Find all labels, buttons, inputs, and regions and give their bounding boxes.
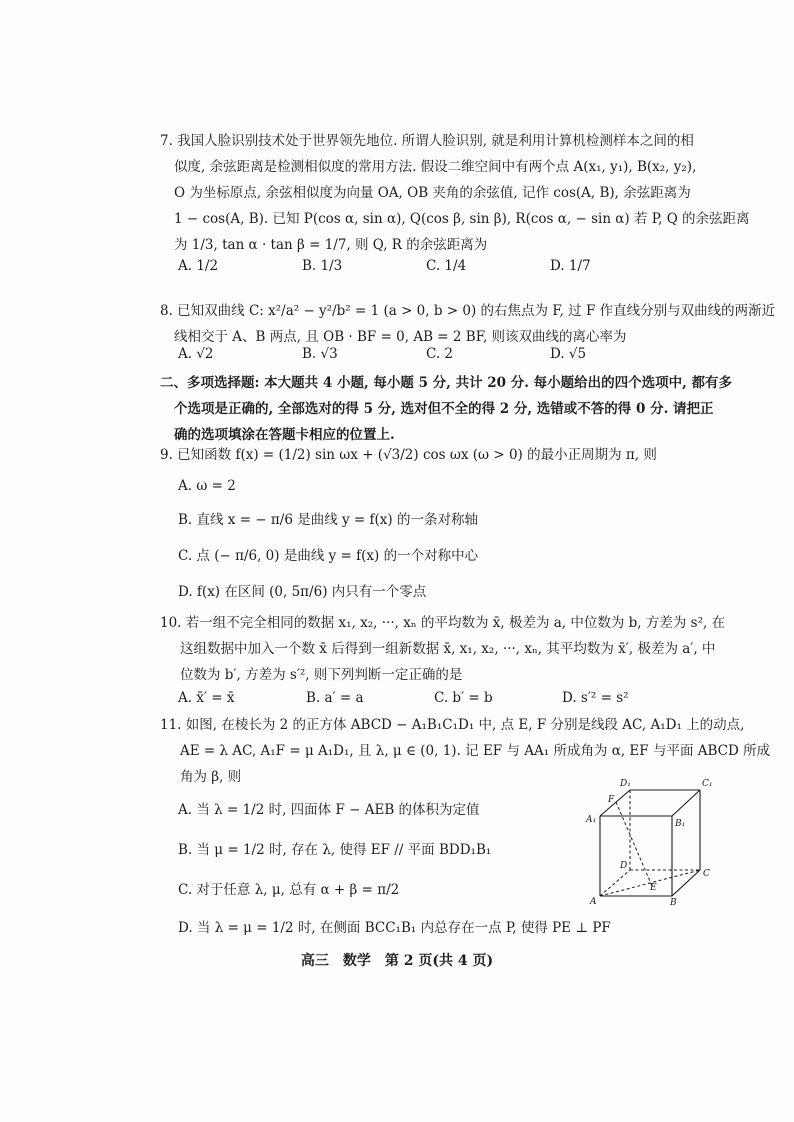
option-c: C. 2 (426, 346, 454, 362)
question-11-option-a: A. 当 λ = 1/2 时, 四面体 F − AEB 的体积为定值 (178, 802, 480, 818)
page-footer: 高三 数学 第 2 页(共 4 页) (300, 953, 494, 969)
question-10-line: 这组数据中加入一个数 x̄ 后得到一组新数据 x̄, x₁, x₂, ···, xₙ, 其平均数为 x̄′, 极差为 a′, 中 (180, 641, 716, 657)
label-d1: D₁ (620, 779, 631, 789)
section-2-line: 个选项是正确的, 全部选对的得 5 分, 选对但不全的得 2 分, 选错或不答的得 0 分. 请把正 (174, 401, 714, 417)
hidden-edge-ad (600, 870, 630, 896)
option-a: A. √2 (178, 346, 214, 362)
option-a: A. 1/2 (178, 258, 219, 274)
question-9-option-c: C. 点 (− π/6, 0) 是曲线 y = f(x) 的一个对称中心 (178, 548, 479, 564)
label-c: C (703, 869, 710, 879)
question-11-line: 角为 β, 则 (180, 769, 242, 785)
label-b: B (670, 898, 677, 906)
cube-figure (582, 776, 722, 906)
question-11-option-c: C. 对于任意 λ, μ, 总有 α + β = π/2 (178, 882, 400, 898)
question-8-options (178, 346, 738, 372)
question-7-line: 7. 我国人脸识别技术处于世界领先地位. 所谓人脸识别, 就是利用计算机检测样本之间的相 (160, 133, 694, 149)
question-11-option-d: D. 当 λ = μ = 1/2 时, 在侧面 BCC₁B₁ 内总存在一点 P, 使得 PE ⊥ PF (178, 920, 611, 936)
question-11-line: AE = λ AC, A₁F = μ A₁D₁, 且 λ, μ ∈ (0, 1). 记 EF 与 AA₁ 所成角为 α, EF 与平面 ABCD 所成 (180, 743, 771, 759)
question-11-line: 11. 如图, 在棱长为 2 的正方体 ABCD − A₁B₁C₁D₁ 中, 点 E, F 分别是线段 AC, A₁D₁ 上的动点, (160, 717, 745, 733)
option-d: D. √5 (550, 346, 587, 362)
option-c: C. b′ = b (434, 690, 493, 706)
section-2-line: 确的选项填涂在答题卡相应的位置上. (174, 427, 395, 443)
option-b: B. √3 (302, 346, 338, 362)
question-9 (160, 442, 720, 468)
question-7-line: 为 1/3, tan α · tan β = 1/7, 则 Q, R 的余弦距离为 (174, 237, 488, 253)
label-d: D (620, 861, 628, 871)
label-c1: C₁ (702, 779, 713, 789)
edge-b1c1 (672, 790, 700, 816)
question-7-line: 1 − cos(A, B). 已知 P(cos α, sin α), Q(cos β, sin β), R(cos α, − sin α) 若 P, Q 的余弦距离 (174, 211, 750, 227)
question-8-line: 线相交于 A、B 两点, 且 OB · BF = 0, AB = 2 BF, 则该双曲线的离心率为 (174, 329, 627, 345)
question-8 (160, 298, 776, 350)
edge-a1d1 (600, 790, 630, 816)
question-7 (160, 128, 750, 258)
label-a: A (590, 897, 597, 906)
question-9-stem: 9. 已知函数 f(x) = (1/2) sin ωx + (√3/2) cos ωx (ω > 0) 的最小正周期为 π, 则 (160, 447, 657, 463)
segment-ef (616, 802, 652, 886)
option-a: A. x̄′ = x̄ (178, 690, 235, 706)
option-b: B. a′ = a (306, 690, 364, 706)
option-b: B. 1/3 (302, 258, 343, 274)
label-e: E (650, 883, 657, 893)
question-9-option-d: D. f(x) 在区间 (0, 5π/6) 内只有一个零点 (178, 584, 427, 600)
option-c: C. 1/4 (426, 258, 467, 274)
question-9-option-a: A. ω = 2 (178, 478, 236, 494)
question-10-line: 位数为 b′, 方差为 s′², 则下列判断一定正确的是 (180, 667, 463, 683)
question-7-options (178, 258, 738, 284)
question-7-line: O 为坐标原点, 余弦相似度为向量 OA, OB 夹角的余弦值, 记作 cos(A, B), 余弦距离为 (174, 185, 691, 201)
question-10-line: 10. 若一组不完全相同的数据 x₁, x₂, ···, xₙ 的平均数为 x̄, 极差为 a, 中位数为 b, 方差为 s², 在 (160, 615, 726, 631)
label-f: F (608, 795, 615, 805)
label-b1: B₁ (675, 819, 686, 829)
question-10 (160, 610, 726, 688)
question-7-line: 似度, 余弦距离是检测相似度的常用方法. 假设二维空间中有两个点 A(x₁, y₁), B(x₂, y₂), (174, 159, 697, 175)
question-8-line: 8. 已知双曲线 C: x²/a² − y²/b² = 1 (a > 0, b > 0) 的右焦点为 F, 过 F 作直线分别与双曲线的两渐近 (160, 303, 776, 319)
question-11-option-b: B. 当 μ = 1/2 时, 存在 λ, 使得 EF // 平面 BDD₁B₁ (178, 842, 492, 858)
option-d: D. s′² = s² (562, 690, 629, 706)
question-9-option-b: B. 直线 x = − π/6 是曲线 y = f(x) 的一条对称轴 (178, 512, 478, 528)
section-2-line: 二、多项选择题: 本大题共 4 小题, 每小题 5 分, 共计 20 分. 每小题给出的四个选项中, 都有多 (160, 375, 733, 391)
section-2-heading (160, 370, 735, 448)
label-a1: A₁ (586, 815, 597, 825)
option-d: D. 1/7 (550, 258, 591, 274)
